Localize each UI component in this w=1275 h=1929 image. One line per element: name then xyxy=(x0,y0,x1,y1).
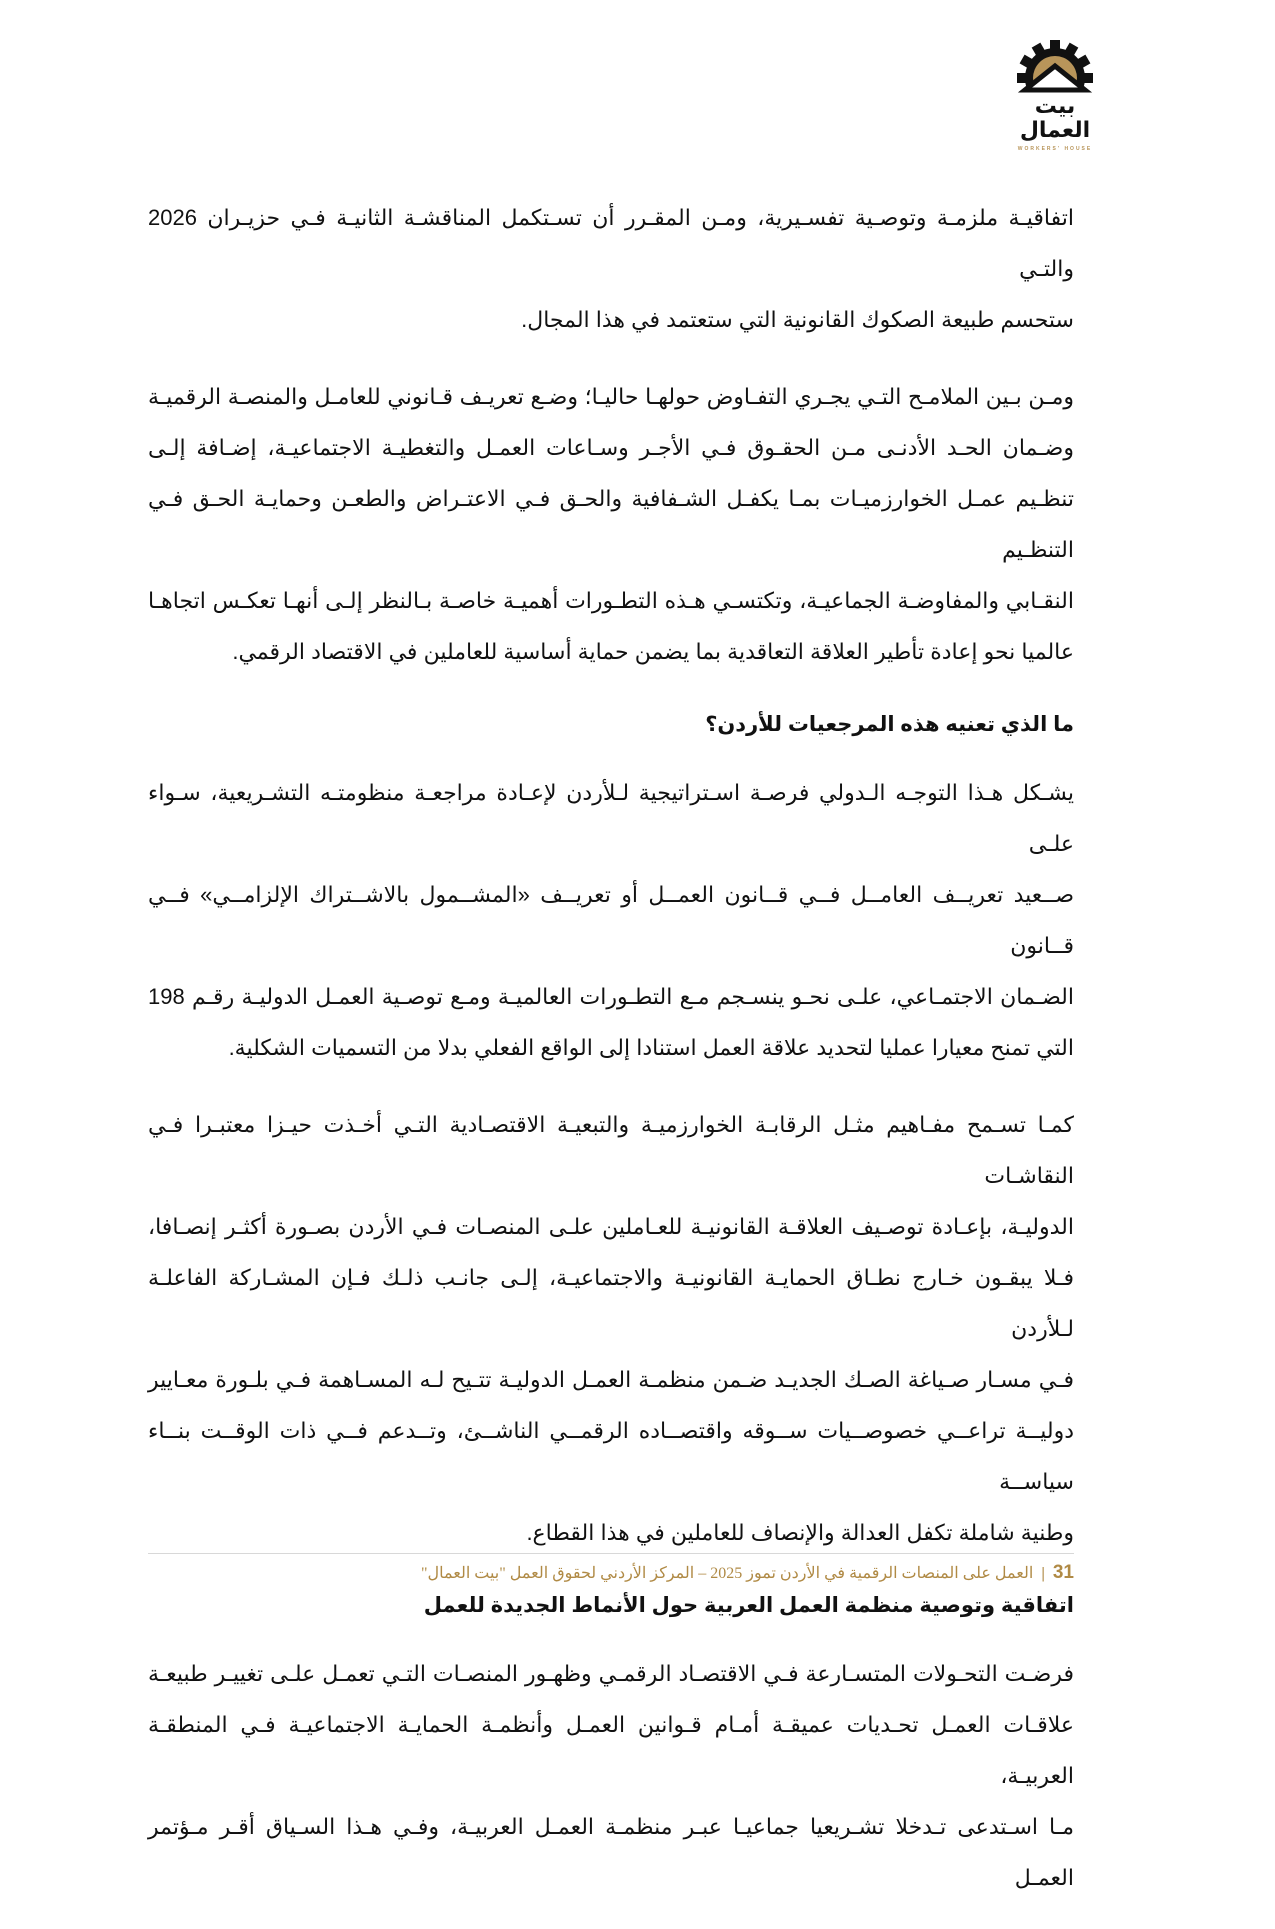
text-line: عالميا نحو إعادة تأطير العلاقة التعاقدية بما يضمن حماية أساسية للعاملين في الاقتصاد الرقمي. xyxy=(232,639,1074,664)
logo-line-2: العمال xyxy=(1019,118,1091,143)
paragraph-3 xyxy=(148,767,1074,1073)
text-line: كمـا تسـمح مفـاهيم مثـل الرقابـة الخوارزميـة والتبعيـة الاقتصـادية التـي أخـذت حيـزا معتبـرا فـي النقاشـات xyxy=(148,1112,1074,1188)
text-line: النقـابي والمفاوضـة الجماعيـة، وتكتسـي هـذه التطـورات أهميـة خاصـة بـالنظر إلـى أنهـا تعكـس اتجاهـا xyxy=(148,588,1074,613)
text-line: فرضـت التحـولات المتسـارعة فـي الاقتصـاد الرقمـي وظهـور المنصـات التـي تعمـل علـى تغييـر طبيعـة xyxy=(148,1661,1074,1686)
text-line: ومـن بـين الملامـح التـي يجـري التفـاوض حولهـا حاليـا؛ وضـع تعريـف قـانوني للعامـل والمنصـة الرقميـة xyxy=(148,384,1074,409)
paragraph-5 xyxy=(148,1648,1074,1903)
text-line: وضـمان الحـد الأدنـى مـن الحقـوق فـي الأجـر وسـاعات العمـل والتغطيـة الاجتماعيـة، إضـافة إلـى xyxy=(148,435,1074,460)
paragraph-2 xyxy=(148,371,1074,677)
paragraph-4 xyxy=(148,1099,1074,1558)
text-line: الدوليـة، بإعـادة توصـيف العلاقـة القانونيـة للعـاملين علـى المنصـات فـي الأردن بصـورة أكثـر إنصـافا، xyxy=(148,1214,1074,1239)
workers-house-logo xyxy=(1010,40,1100,160)
footer-text: العمل على المنصات الرقمية في الأردن تموز 2025 – المركز الأردني لحقوق العمل "بيت العمال" xyxy=(420,1565,1034,1582)
document-body xyxy=(148,192,1074,1929)
text-line: علاقـات العمـل تحـديات عميقـة أمـام قـوانين العمـل وأنظمـة الحمايـة الاجتماعيـة فـي المنطقـة العربيـة، xyxy=(148,1712,1074,1788)
logo-text-arabic xyxy=(1010,95,1100,143)
text-line: اتفاقيـة ملزمـة وتوصـية تفسـيرية، ومـن المقـرر أن تسـتكمل المناقشـة الثانيـة فـي حزيـران 2026 والتـي xyxy=(148,205,1074,281)
text-line: تنظـيم عمـل الخوارزميـات بمـا يكفـل الشـفافية والحـق فـي الاعتـراض والطعـن وحمايـة الحـق فـي التنظـيم xyxy=(148,486,1074,562)
text-line: صــعيد تعريــف العامــل فــي قــانون العمــل أو تعريــف «المشــمول بالاشــتراك الإلزامــي» فــي قــانون xyxy=(148,882,1074,958)
text-line: ستحسم طبيعة الصكوك القانونية التي ستعتمد في هذا المجال. xyxy=(521,307,1074,332)
text-line: يشـكل هـذا التوجـه الـدولي فرصـة اسـتراتيجية لـلأردن لإعـادة مراجعـة منظومتـه التشـريعية، سـواء علـى xyxy=(148,780,1074,856)
section-heading-arab-labour-convention: اتفاقية وتوصية منظمة العمل العربية حول الأنماط الجديدة للعمل xyxy=(423,1594,1074,1617)
page-footer xyxy=(148,1560,1074,1587)
text-line: دوليــة تراعــي خصوصــيات ســوقه واقتصــاده الرقمــي الناشــئ، وتــدعم فــي ذات الوقــت بنــاء سياســة xyxy=(148,1418,1074,1494)
text-line: الضـمان الاجتمـاعي، علـى نحـو ينسـجم مـع التطـورات العالميـة ومـع توصـية العمـل الدوليـة رقـم 198 xyxy=(148,984,1075,1009)
footer-divider xyxy=(148,1553,1074,1554)
page-number: 31 xyxy=(1052,1562,1074,1583)
text-line: مـا اسـتدعى تـدخلا تشـريعيا جماعيـا عبـر منظمـة العمـل العربيـة، وفـي هـذا السـياق أقـر مـؤتمر العمـل xyxy=(148,1814,1074,1890)
text-line: وطنية شاملة تكفل العدالة والإنصاف للعاملين في هذا القطاع. xyxy=(526,1520,1074,1545)
logo-text-english: WORKERS' HOUSE xyxy=(1017,146,1093,152)
text-line: فـي مسـار صـياغة الصـك الجديـد ضـمن منظمـة العمـل الدوليـة تتـيح لـه المسـاهمة فـي بلـورة معـايير xyxy=(148,1367,1074,1392)
footer-separator: | xyxy=(1041,1565,1045,1582)
text-line: التي تمنح معيارا عمليا لتحديد علاقة العمل استنادا إلى الواقع الفعلي بدلا من التسميات الشكلية. xyxy=(228,1035,1074,1060)
section-heading-jordan-implications: ما الذي تعنيه هذه المرجعيات للأردن؟ xyxy=(705,713,1074,736)
text-line: فـلا يبقـون خـارج نطـاق الحمايـة القانونيـة والاجتماعيـة، إلـى جانـب ذلـك فـإن المشـاركة الفاعلـة لـلأردن xyxy=(148,1265,1074,1341)
logo-line-1: بيت xyxy=(1034,94,1076,119)
paragraph-1 xyxy=(148,192,1074,345)
